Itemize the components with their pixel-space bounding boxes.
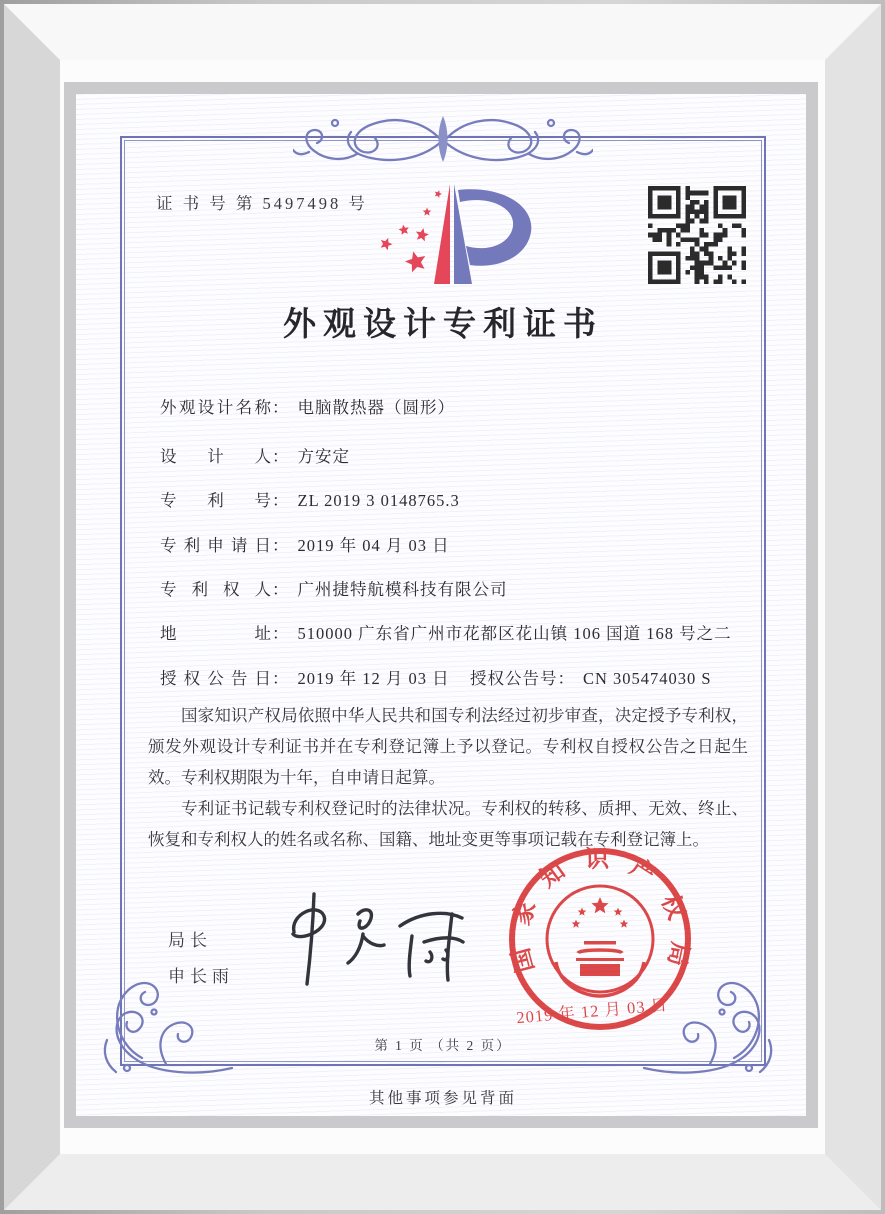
certificate-title: 外观设计专利证书	[283, 307, 603, 343]
field-label: 专利申请日	[160, 536, 272, 555]
certificate-paper	[76, 94, 806, 1116]
signer-name: 申长雨	[168, 967, 234, 986]
certificate-number: 证 书 号 第 5497498 号	[156, 194, 368, 213]
field-label: 地址	[160, 624, 272, 643]
colon: ：	[272, 447, 290, 466]
colon: ：	[557, 669, 575, 688]
field-label: 专利号	[160, 491, 272, 510]
seal-date: 2019 年 12 月 03 日	[515, 995, 669, 1028]
field-value: 广州捷特航模科技有限公司	[297, 580, 508, 599]
field-patent-number	[160, 487, 460, 511]
field-value: 方安定	[297, 447, 350, 466]
colon: ：	[272, 536, 290, 555]
field-design-name	[160, 394, 455, 418]
svg-text:国家知识产权局	[507, 846, 694, 976]
signer-title: 局长	[168, 931, 212, 950]
handwritten-signature	[266, 884, 476, 994]
qr-code	[648, 186, 746, 289]
frame-lip	[64, 82, 818, 1128]
grant-date-label: 授权公告日	[160, 669, 272, 688]
field-patentee	[160, 576, 508, 600]
back-side-note: 其他事项参见背面	[368, 1090, 517, 1107]
colon: ：	[272, 398, 290, 417]
field-value: ZL 2019 3 0148765.3	[297, 491, 460, 510]
field-label: 专利权人	[160, 580, 272, 599]
field-address	[160, 620, 732, 644]
colon: ：	[272, 624, 290, 643]
field-grant-row	[160, 665, 712, 689]
grant-number-label: 授权公告号	[470, 669, 558, 688]
field-value: 510000 广东省广州市花都区花山镇 106 国道 168 号之二	[297, 624, 732, 643]
cnipa-logo-icon	[364, 180, 544, 293]
legal-paragraph-2: 专利证书记载专利权登记时的法律状况。专利权的转移、质押、无效、终止、恢复和专利权人的姓名或名称、国籍、地址变更等事项记载在专利登记簿上。	[148, 799, 748, 849]
field-value: 2019 年 04 月 03 日	[297, 536, 450, 555]
agency-seal	[500, 844, 700, 1049]
legal-text-block	[148, 700, 748, 855]
grant-date-value: 2019 年 12 月 03 日	[297, 669, 450, 688]
field-value: 电脑散热器（圆形）	[297, 398, 455, 417]
field-grant-number	[470, 665, 712, 689]
colon: ：	[272, 491, 290, 510]
seal-agency-text: 国家知识产权局	[507, 846, 693, 975]
legal-paragraph-1: 国家知识产权局依照中华人民共和国专利法经过初步审查，决定授予专利权，颁发外观设计专利证书并在专利登记簿上予以登记。专利权自授权公告之日起生效。专利权期限为十年，自申请日起算。	[148, 706, 748, 787]
colon: ：	[272, 669, 290, 688]
field-designer	[160, 443, 350, 467]
colon: ：	[272, 580, 290, 599]
page-indicator: 第 1 页 （共 2 页）	[374, 1038, 512, 1053]
field-label: 设计人	[160, 447, 272, 466]
grant-number-value: CN 305474030 S	[583, 669, 712, 688]
field-filing-date	[160, 532, 450, 556]
field-label: 外观设计名称	[160, 398, 272, 417]
